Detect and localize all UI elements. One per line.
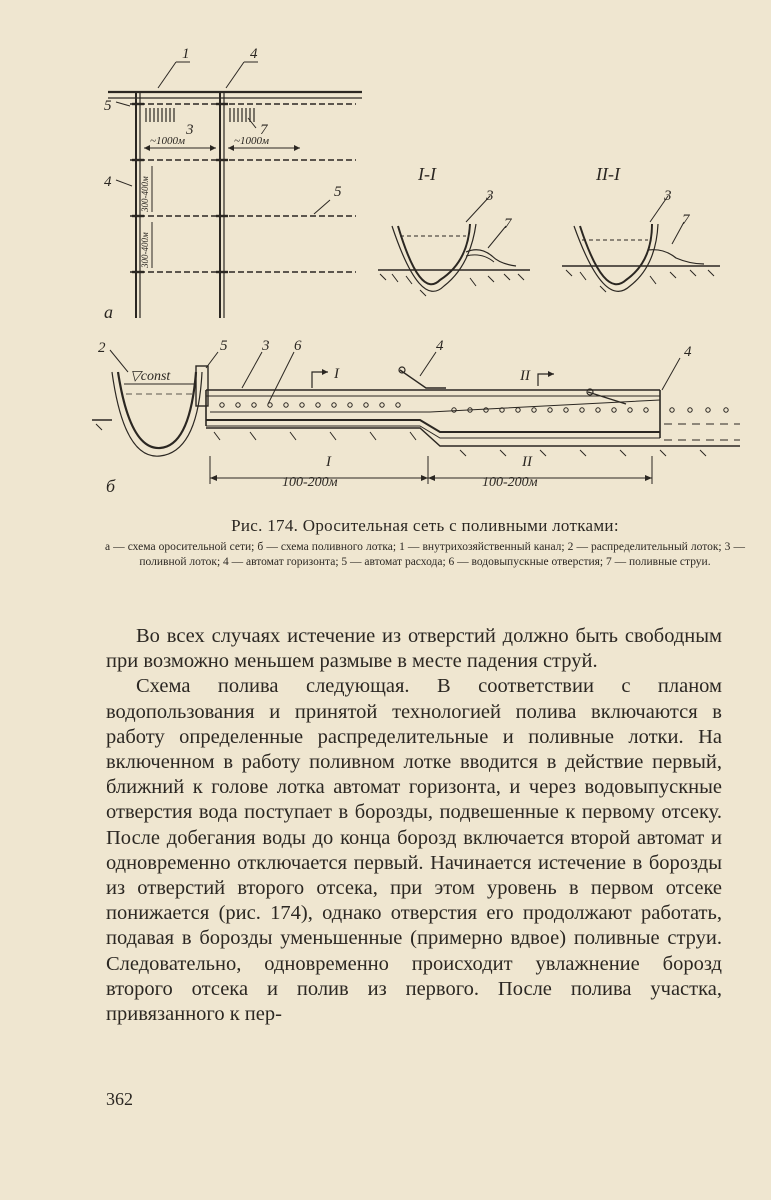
label-cut-1-top: I [334, 366, 339, 382]
label-7-top: 7 [260, 122, 268, 138]
label-4-top: 4 [250, 46, 258, 62]
label-4-left: 4 [104, 174, 112, 190]
label-section-1-3: 3 [486, 188, 494, 204]
section-1-diagram [378, 196, 530, 296]
label-3-top: 3 [186, 122, 194, 138]
label-cut-2-bottom: II [522, 454, 532, 470]
label-300-400-upper: 300-400м [140, 176, 150, 212]
label-a: а [104, 302, 113, 322]
body-text [106, 624, 722, 1027]
label-const: ▽const [130, 369, 171, 384]
label-100-200-left: 100-200м [282, 475, 338, 490]
figure-caption [105, 516, 745, 570]
label-section-1-7: 7 [504, 216, 512, 232]
label-cut-2-top: II [520, 368, 530, 384]
figure-caption-legend: а — схема оросительной сети; б — схема поливного лотка; 1 — внутрихозяйственный канал; 2 — распределительный лоток; 3 — поливной лоток; 4 — автомат горизонта; 5 — автомат расхода; 6 — водовыпускные отверстия; 7 — поливные струи. [105, 541, 745, 568]
label-100-200-right: 100-200м [482, 475, 538, 490]
label-1000-left: ~1000м [150, 135, 185, 147]
figure-caption-title: Рис. 174. Оросительная сеть с поливными лотками: [231, 516, 619, 535]
paragraph-1: Во всех случаях истечение из отверстий должно быть свободным при возможно меньшем размыве в месте падения струй. [106, 625, 722, 673]
label-4-bottom-right: 4 [684, 344, 692, 360]
page-number: 362 [106, 1089, 133, 1109]
label-1000-right: ~1000м [234, 135, 269, 147]
section-2-diagram [562, 196, 720, 292]
label-2: 2 [98, 340, 106, 356]
label-section-2-7: 7 [682, 212, 690, 228]
label-cut-1-bottom: I [326, 454, 331, 470]
outlet-holes [220, 403, 728, 412]
label-5-left: 5 [104, 98, 112, 114]
flume-profile-diagram [92, 350, 740, 484]
irrigation-network-figure [0, 0, 771, 510]
label-6: 6 [294, 338, 302, 354]
paragraph-2: Схема полива следующая. В соответствии с планом водопользования и принятой технологией полива включаются в работу определенные распределительные и поливные лотки. На включенном в работу поливном лотке вводится в действие первый, ближний к голове лотка автомат горизонта, и через водовыпускные отверстия вода поступает в борозды, подвешенные к первому отсеку. После добегания воды до конца борозд включается второй автомат и одновременно отключается первый. Начинается истечение в борозды из отверстий второго отсека, при этом уровень в первом отсеке понижается (рис. 174), однако отверстия его продолжают работать, подавая в борозды уменьшенные (примерно вдвое) поливные струи. Следовательно, одновременно происходит увлажнение борозд второго отсека и полив из первого. После полива участка, привязанного к пер- [106, 675, 722, 1026]
label-section-2-3: 3 [664, 188, 672, 204]
label-3-bottom: 3 [262, 338, 270, 354]
label-5-right: 5 [334, 184, 342, 200]
label-4-bottom-left: 4 [436, 338, 444, 354]
label-5-bottom: 5 [220, 338, 228, 354]
label-section-2: II-I [596, 164, 620, 184]
label-1: 1 [182, 46, 190, 62]
label-b: б [106, 476, 116, 496]
label-300-400-lower: 300-400м [140, 232, 150, 268]
label-section-1: I-I [418, 164, 436, 184]
